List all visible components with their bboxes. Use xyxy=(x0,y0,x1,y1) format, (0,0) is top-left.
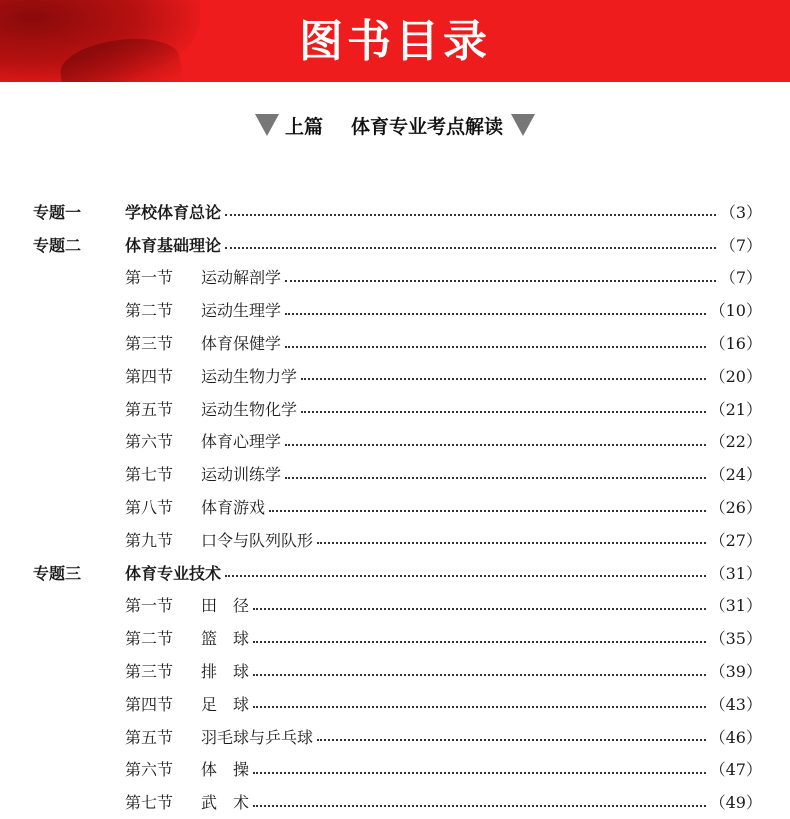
toc-section-row[interactable] xyxy=(0,392,790,425)
toc-entry xyxy=(125,364,762,387)
toc-entry xyxy=(125,298,762,321)
dot-leader xyxy=(225,214,716,216)
page-number: （3） xyxy=(719,202,762,222)
section-title: 体育心理学 xyxy=(201,432,282,452)
page-number: （10） xyxy=(709,301,762,321)
toc-entry xyxy=(125,757,762,780)
toc-entry xyxy=(125,397,762,420)
page-number: （16） xyxy=(709,334,762,354)
section-title: 体 操 xyxy=(201,760,250,780)
toc-section-row[interactable] xyxy=(0,261,790,294)
chapter-label: 专题三 xyxy=(33,563,82,583)
toc-entry xyxy=(125,725,762,748)
toc-entry xyxy=(125,692,762,715)
page-number: （26） xyxy=(709,498,762,518)
toc-entry xyxy=(125,265,762,288)
section-title: 运动生物化学 xyxy=(201,399,298,419)
dot-leader xyxy=(317,739,706,741)
dot-leader xyxy=(253,608,706,610)
toc-section-row[interactable] xyxy=(0,457,790,490)
section-title: 体育专业考点解读 xyxy=(351,115,504,138)
page-number: （31） xyxy=(709,596,762,616)
dot-leader xyxy=(269,510,706,512)
toc-section-row[interactable] xyxy=(0,326,790,359)
section-label: 第二节 xyxy=(125,629,174,649)
section-title: 篮 球 xyxy=(201,629,250,649)
section-title: 运动训练学 xyxy=(201,465,282,485)
dot-leader xyxy=(225,247,716,249)
page-number: （21） xyxy=(709,399,762,419)
toc-entry xyxy=(125,200,762,223)
section-title: 排 球 xyxy=(201,662,250,682)
section-label: 第五节 xyxy=(125,727,174,747)
section-title: 武 术 xyxy=(201,793,250,813)
dot-leader xyxy=(285,346,706,348)
toc-entry xyxy=(125,429,762,452)
section-label: 第七节 xyxy=(125,793,174,813)
dot-leader xyxy=(253,706,706,708)
section-label: 第九节 xyxy=(125,530,174,550)
page-number: （24） xyxy=(709,465,762,485)
toc-entry xyxy=(125,593,762,616)
chapter-label: 专题二 xyxy=(33,235,82,255)
section-label: 第二节 xyxy=(125,301,174,321)
table-of-contents xyxy=(0,195,790,818)
section-label: 第五节 xyxy=(125,399,174,419)
toc-entry xyxy=(125,790,762,813)
toc-chapter-row[interactable] xyxy=(0,195,790,228)
header-banner xyxy=(0,0,790,82)
toc-section-row[interactable] xyxy=(0,753,790,786)
page-number: （7） xyxy=(719,268,762,288)
page-number: （31） xyxy=(709,563,762,583)
page-number: （49） xyxy=(709,793,762,813)
section-label: 第七节 xyxy=(125,465,174,485)
toc-entry xyxy=(125,528,762,551)
toc-entry xyxy=(125,233,762,256)
section-title: 体育保健学 xyxy=(201,334,282,354)
toc-entry xyxy=(125,331,762,354)
section-label: 第三节 xyxy=(125,334,174,354)
page-number: （39） xyxy=(709,662,762,682)
page-number: （43） xyxy=(709,694,762,714)
section-title: 运动生物力学 xyxy=(201,366,298,386)
toc-section-row[interactable] xyxy=(0,589,790,622)
toc-entry xyxy=(125,495,762,518)
toc-section-row[interactable] xyxy=(0,785,790,818)
section-label: 第六节 xyxy=(125,760,174,780)
page-title: 图书目录 xyxy=(299,16,491,67)
page-number: （27） xyxy=(709,530,762,550)
triangle-down-icon xyxy=(255,114,279,136)
dot-leader xyxy=(301,378,706,380)
dot-leader xyxy=(285,313,706,315)
page-number: （20） xyxy=(709,366,762,386)
triangle-down-icon xyxy=(511,114,535,136)
page-number: （46） xyxy=(709,727,762,747)
toc-section-row[interactable] xyxy=(0,490,790,523)
dot-leader xyxy=(253,641,706,643)
section-label: 第一节 xyxy=(125,596,174,616)
section-heading xyxy=(0,110,790,140)
toc-entry xyxy=(125,659,762,682)
toc-section-row[interactable] xyxy=(0,425,790,458)
toc-chapter-row[interactable] xyxy=(0,556,790,589)
section-label: 第四节 xyxy=(125,366,174,386)
section-title: 体育游戏 xyxy=(201,498,266,518)
section-title: 口令与队列队形 xyxy=(201,530,314,550)
section-label: 第八节 xyxy=(125,498,174,518)
page-number: （47） xyxy=(709,760,762,780)
toc-entry xyxy=(125,462,762,485)
toc-section-row[interactable] xyxy=(0,687,790,720)
page-number: （22） xyxy=(709,432,762,452)
section-label: 第四节 xyxy=(125,694,174,714)
toc-entry xyxy=(125,626,762,649)
section-label: 第三节 xyxy=(125,662,174,682)
section-label: 第一节 xyxy=(125,268,174,288)
chapter-title: 体育专业技术 xyxy=(125,563,222,583)
dot-leader xyxy=(253,772,706,774)
section-label: 第六节 xyxy=(125,432,174,452)
dot-leader xyxy=(285,444,706,446)
section-title: 运动解剖学 xyxy=(201,268,282,288)
toc-chapter-row[interactable] xyxy=(0,228,790,261)
page-number: （7） xyxy=(719,235,762,255)
section-title: 足 球 xyxy=(201,694,250,714)
dot-leader xyxy=(285,477,706,479)
section-title: 田 径 xyxy=(201,596,250,616)
section-part-label: 上篇 xyxy=(284,115,323,138)
dot-leader xyxy=(285,280,716,282)
section-title: 羽毛球与乒乓球 xyxy=(201,727,314,747)
section-title: 运动生理学 xyxy=(201,301,282,321)
dot-leader xyxy=(317,542,706,544)
dot-leader xyxy=(253,674,706,676)
dot-leader xyxy=(225,575,706,577)
page-number: （35） xyxy=(709,629,762,649)
toc-section-row[interactable] xyxy=(0,654,790,687)
dot-leader xyxy=(301,411,706,413)
toc-entry xyxy=(125,561,762,584)
toc-section-row[interactable] xyxy=(0,293,790,326)
toc-section-row[interactable] xyxy=(0,523,790,556)
dot-leader xyxy=(253,805,706,807)
chapter-title: 学校体育总论 xyxy=(125,202,222,222)
toc-section-row[interactable] xyxy=(0,359,790,392)
chapter-label: 专题一 xyxy=(33,202,82,222)
toc-section-row[interactable] xyxy=(0,621,790,654)
chapter-title: 体育基础理论 xyxy=(125,235,222,255)
toc-section-row[interactable] xyxy=(0,720,790,753)
